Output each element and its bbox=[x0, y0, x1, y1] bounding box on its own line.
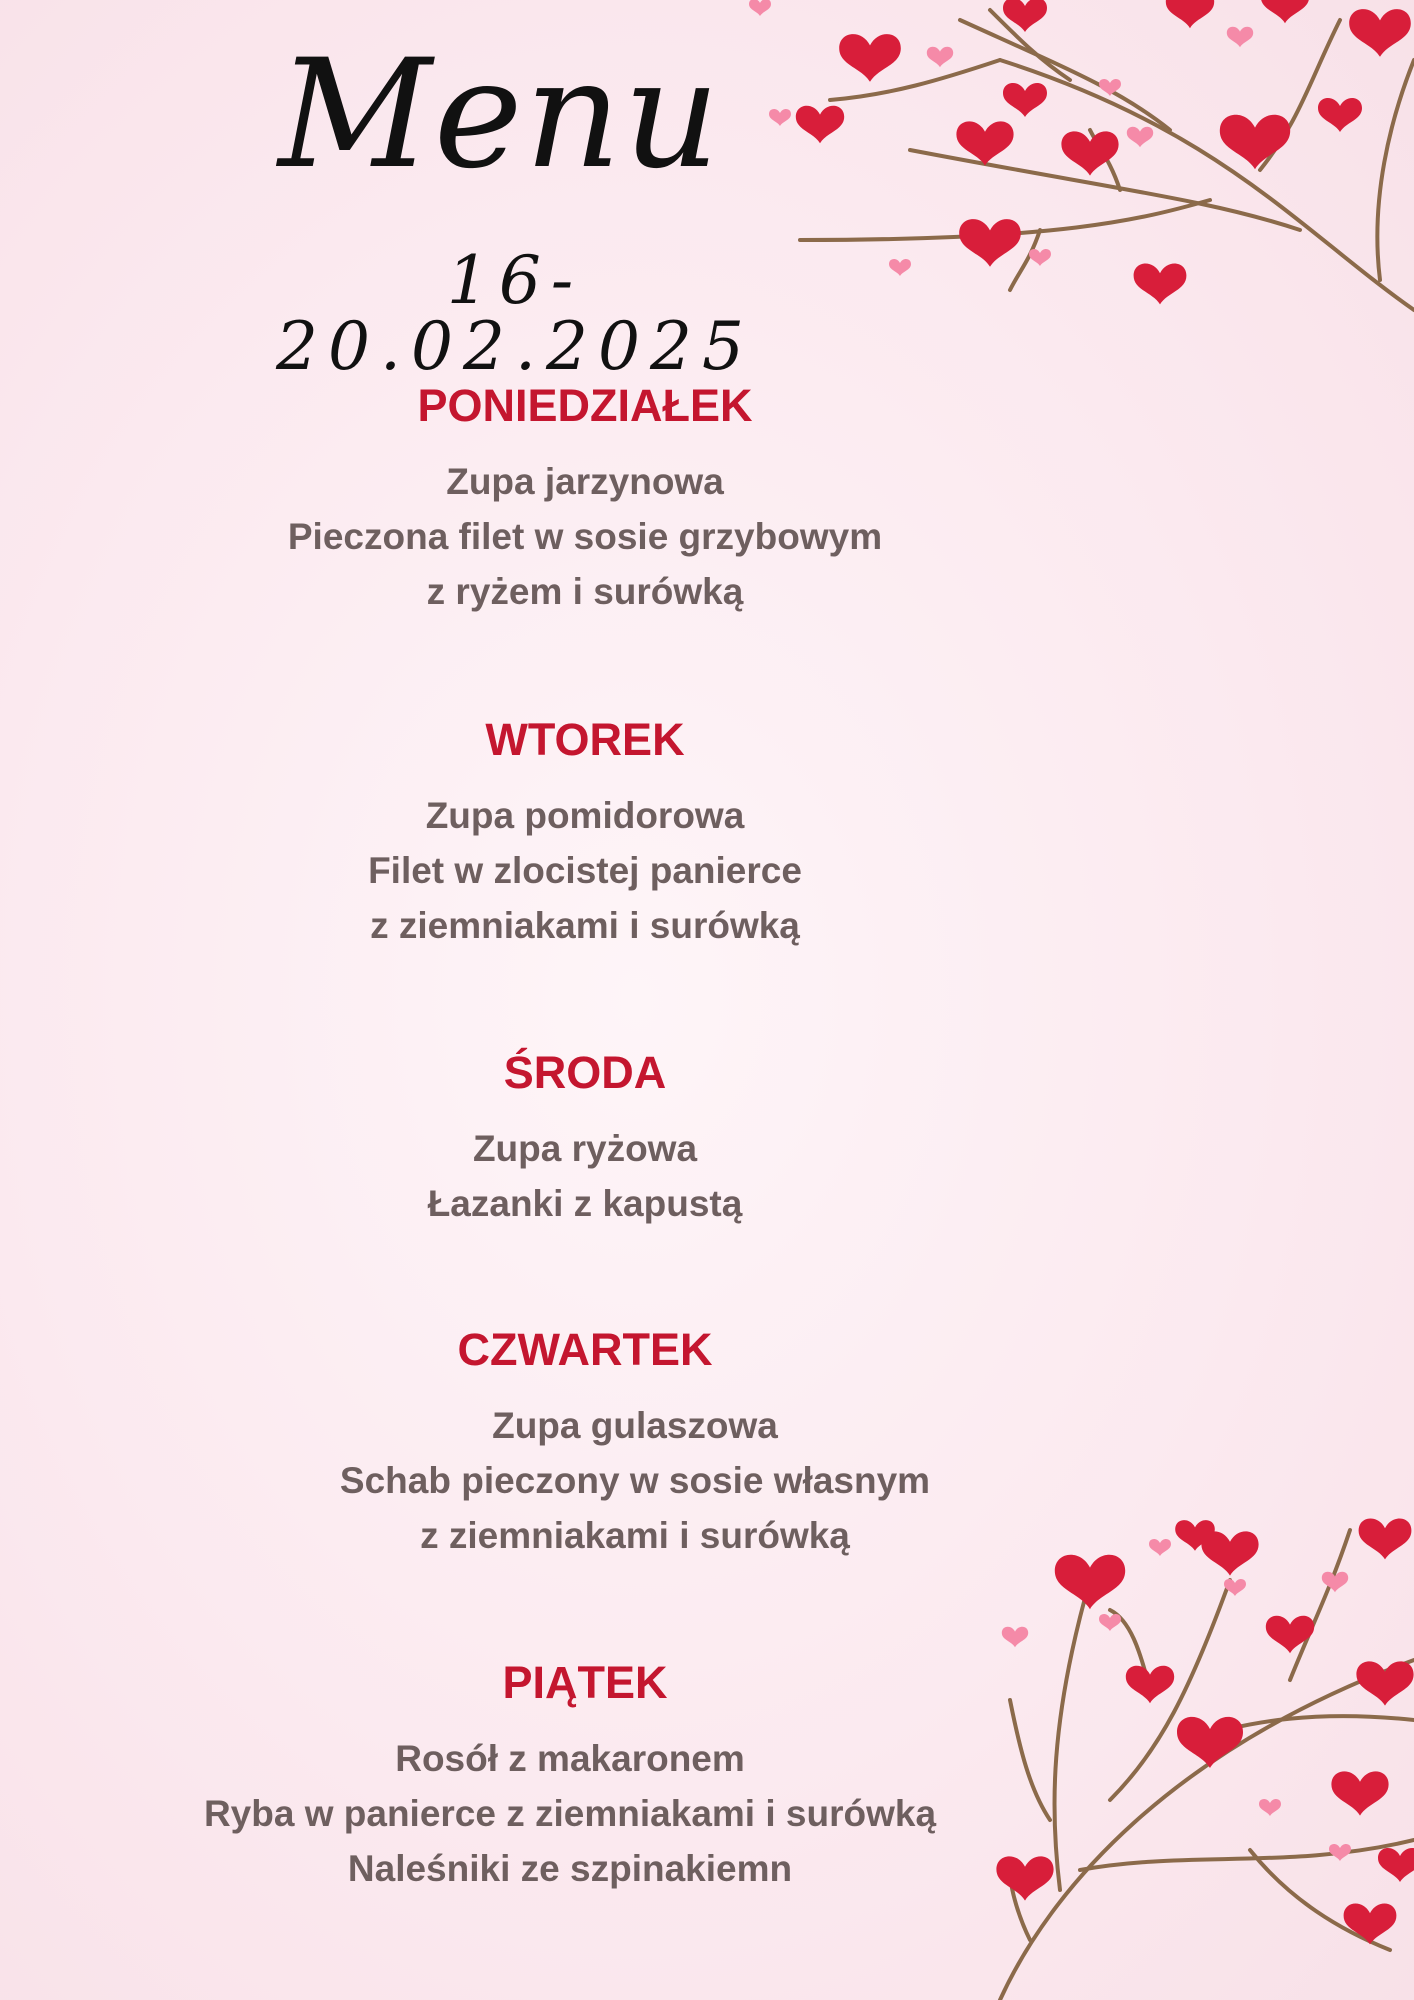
dish-list bbox=[0, 1398, 1170, 1563]
dish-list bbox=[0, 1731, 1170, 1896]
dish: z ryżem i surówką bbox=[426, 571, 744, 612]
dish: Rosół z makaronem bbox=[395, 1738, 745, 1779]
dish: Ryba w panierce z ziemniakami i surówką bbox=[203, 1793, 937, 1834]
day-monday bbox=[0, 378, 1170, 619]
day-heading: PIĄTEK bbox=[502, 1657, 668, 1708]
dish: Zupa gulaszowa bbox=[492, 1405, 778, 1446]
dish: Filet w zlocistej panierce bbox=[368, 850, 802, 891]
day-heading: PONIEDZIAŁEK bbox=[417, 380, 753, 431]
dish: Zupa ryżowa bbox=[472, 1128, 698, 1169]
day-thursday bbox=[0, 1322, 1170, 1563]
day-heading: CZWARTEK bbox=[457, 1324, 713, 1375]
day-heading: ŚRODA bbox=[503, 1047, 667, 1098]
dish: Naleśniki ze szpinakiemn bbox=[347, 1848, 793, 1889]
dish: Schab pieczony w sosie własnym bbox=[339, 1460, 931, 1501]
dish: z ziemniakami i surówką bbox=[420, 1515, 850, 1556]
day-tuesday bbox=[0, 712, 1170, 953]
dish: Pieczona filet w sosie grzybowym bbox=[287, 516, 883, 557]
day-wednesday bbox=[0, 1045, 1170, 1231]
dish: Łazanki z kapustą bbox=[427, 1183, 743, 1224]
dish-list bbox=[0, 788, 1170, 953]
dish-list bbox=[0, 454, 1170, 619]
heart-tree-top-right bbox=[740, 0, 1414, 330]
menu-date: 16-20.02.2025 bbox=[276, 242, 754, 385]
menu-title: Menu bbox=[278, 28, 722, 202]
dish: Zupa jarzynowa bbox=[446, 461, 724, 502]
day-heading: WTOREK bbox=[485, 714, 685, 765]
dish: Zupa pomidorowa bbox=[425, 795, 745, 836]
dish: z ziemniakami i surówką bbox=[370, 905, 800, 946]
dish-list bbox=[0, 1121, 1170, 1231]
day-friday bbox=[0, 1655, 1170, 1896]
